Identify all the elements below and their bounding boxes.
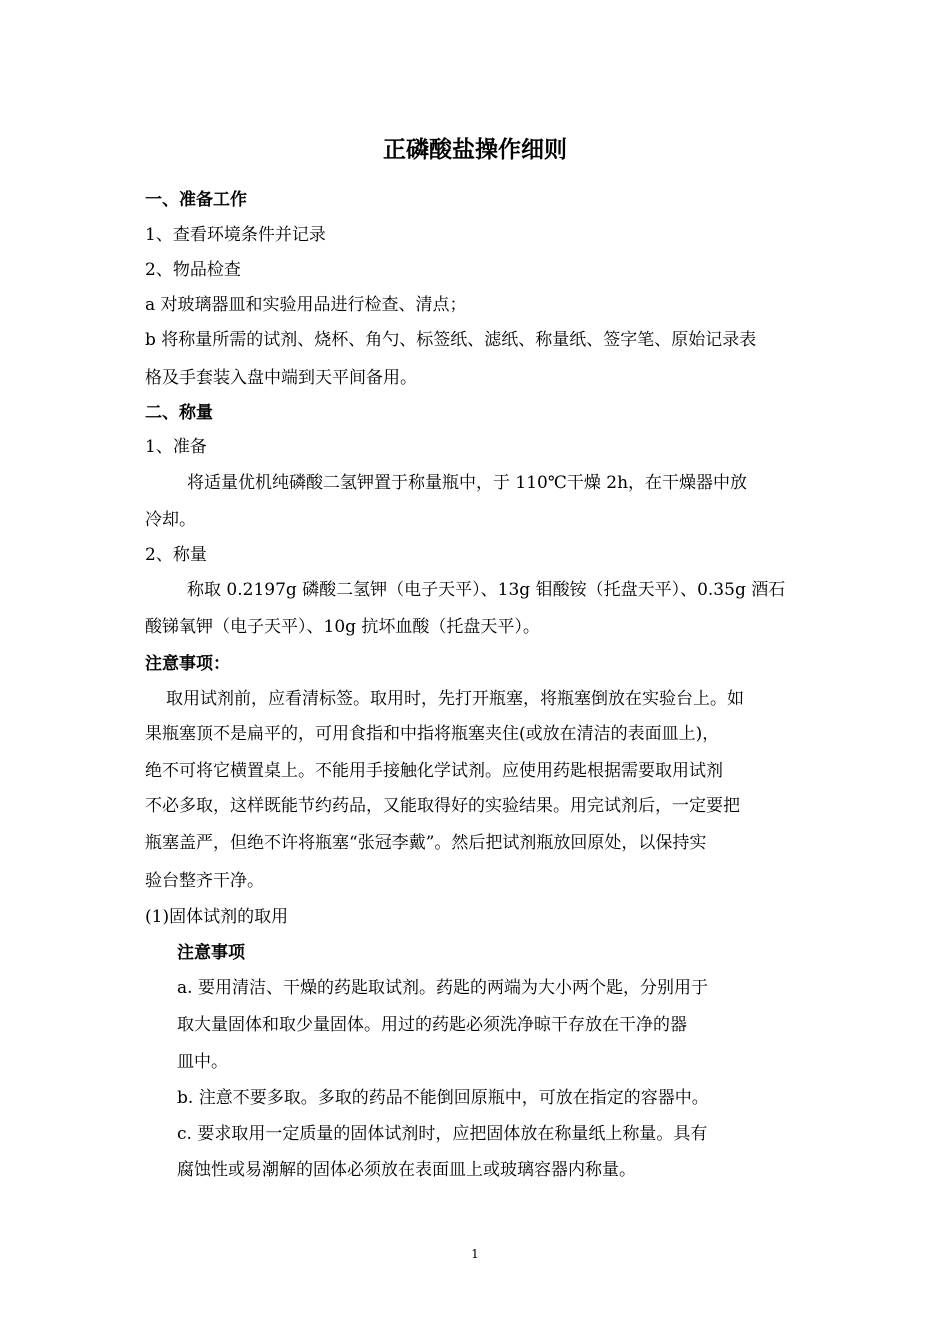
notes-text-line-4: 不必多取，这样既能节约药品，又能取得好的实验结果。用完试剂后，一定要把	[145, 796, 740, 816]
solid-note-b: b. 注意不要多取。多取的药品不能倒回原瓶中，可放在指定的容器中。	[177, 1088, 709, 1108]
prepare-text-line-1: 将适量优机纯磷酸二氢钾置于称量瓶中，于 110℃干燥 2h，在干燥器中放	[187, 473, 748, 493]
weigh-text-line-1: 称取 0.2197g 磷酸二氢钾（电子天平）、13g 钼酸铵（托盘天平）、0.35g 酒石	[187, 580, 786, 600]
document-title: 正磷酸盐操作细则	[383, 136, 567, 163]
item-check-a: a 对玻璃器皿和实验用品进行检查、清点；	[145, 295, 467, 315]
notes-text-line-1: 取用试剂前，应看清标签。取用时，先打开瓶塞，将瓶塞倒放在实验台上。如	[166, 689, 744, 709]
weigh-text-line-2: 酸锑氧钾（电子天平）、10g 抗坏血酸（托盘天平）。	[145, 617, 540, 637]
page-number: 1	[471, 1247, 479, 1261]
step-item-check: 2、物品检查	[145, 260, 241, 280]
notes-text-line-6: 验台整齐干净。	[145, 871, 264, 891]
notes-text-line-5: 瓶塞盖严，但绝不许将瓶塞“张冠李戴”。然后把试剂瓶放回原处，以保持实	[145, 833, 707, 853]
step-weigh: 2、称量	[145, 545, 207, 565]
solid-note-c-line-1: c. 要求取用一定质量的固体试剂时，应把固体放在称量纸上称量。具有	[177, 1124, 708, 1144]
solid-reagent-notes-heading: 注意事项	[177, 943, 245, 963]
solid-note-a-line-3: 皿中。	[177, 1052, 228, 1072]
notes-text-line-3: 绝不可将它横置桌上。不能用手接触化学试剂。应使用药匙根据需要取用试剂	[145, 761, 723, 781]
solid-note-c-line-2: 腐蚀性或易潮解的固体必须放在表面皿上或玻璃容器内称量。	[177, 1160, 636, 1180]
prepare-text-line-2: 冷却。	[145, 510, 196, 530]
section-heading-preparation: 一、准备工作	[145, 190, 247, 210]
item-check-b-line-1: b 将称量所需的试剂、烧杯、角勺、标签纸、滤纸、称量纸、签字笔、原始记录表	[145, 330, 757, 350]
notes-text-line-2: 果瓶塞顶不是扁平的，可用食指和中指将瓶塞夹住(或放在清洁的表面皿上)，	[145, 724, 720, 744]
item-check-b-line-2: 格及手套装入盘中端到天平间备用。	[145, 368, 417, 388]
solid-reagent-heading: (1)固体试剂的取用	[145, 907, 289, 927]
section-heading-weighing: 二、称量	[145, 403, 213, 423]
notes-heading: 注意事项：	[145, 654, 230, 674]
step-check-environment: 1、查看环境条件并记录	[145, 225, 326, 245]
step-prepare: 1、准备	[145, 437, 207, 457]
solid-note-a-line-1: a. 要用清洁、干燥的药匙取试剂。药匙的两端为大小两个匙，分别用于	[177, 978, 708, 998]
solid-note-a-line-2: 取大量固体和取少量固体。用过的药匙必须洗净晾干存放在干净的器	[177, 1015, 687, 1035]
